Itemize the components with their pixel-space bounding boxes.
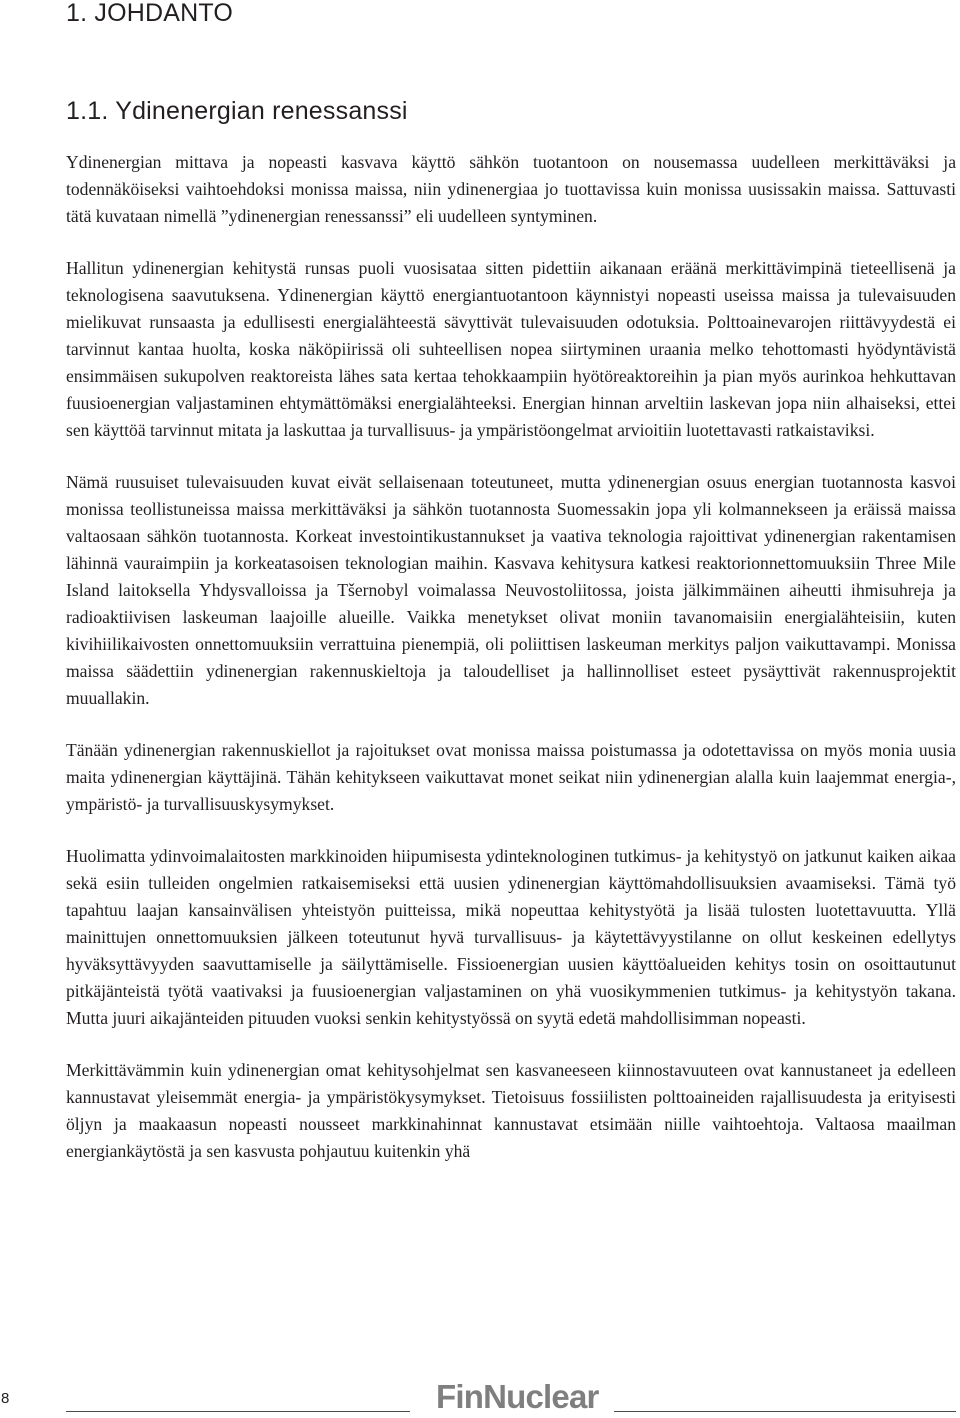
paragraph: Huolimatta ydinvoimalaitosten markkinoiden hiipumisesta ydinteknologinen tutkimus- ja kehitystyö on jatkunut kaiken aikaa sekä esiin tulleiden ongelmien ratkaisemiseksi että uusien ydinenergian käyttömahdollisuuksien avaamiseksi. Tämä työ tapahtuu laajan kansainvälisen yhteistyön puitteissa, mikä nopeuttaa kehitystyötä ja lisää tulosten luotettavuutta. Yllä mainittujen onnettomuuksien jälkeen toteutunut hyvä turvallisuus- ja käytettävyystilanne on ollut keskeinen edellytys hyväksyttävyyden saavuttamiselle ja säilyttämiselle. Fissioenergian uusien käyttöalueiden kehitys tosin on osoittautunut pitkäjänteistä työtä vaativaksi ja fuusioenergian valjastaminen on yhä vuosikymmenien tutkimus- ja kehitystyön takana. Mutta juuri aikajänteiden pituuden vuoksi senkin kehitystyössä on syytä edetä mahdollisimman nopeasti. <box>66 846 956 1028</box>
footer-divider-right <box>614 1411 956 1412</box>
footer-divider-left <box>66 1411 410 1412</box>
finnuclear-logo: FinNuclear <box>436 1378 599 1415</box>
paragraph: Merkittävämmin kuin ydinenergian omat kehitysohjelmat sen kasvaneeseen kiinnostavuuteen ovat kannustaneet ja edelleen kannustavat yleisemmät energia- ja ympäristökysymykset. Tietoisuus fossiilisten polttoaineiden rajallisuudesta ja erityisesti öljyn ja maakaasun nopeasti nousseet markkinahinnat kannustavat etsimään niille vaihtoehtoja. Valtaosa maailman energiankäytöstä ja sen kasvusta pohjautuu kuitenkin yhä <box>66 1060 956 1161</box>
body-text <box>66 149 956 1190</box>
section-title: 1.1. Ydinenergian renessanssi <box>66 97 408 125</box>
paragraph: Hallitun ydinenergian kehitystä runsas puoli vuosisataa sitten pidettiin aikanaan eräänä merkittävimpinä tieteellisenä ja teknologisena saavutuksena. Ydinenergian käyttö energiantuotantoon käynnistyi nopeasti useissa maissa ja tulevaisuuden mielikuvat runsaasta ja edullisesti energialähteestä sävyttivät tulevaisuuden odotuksia. Polttoainevarojen riittävyydestä ei tarvinnut kantaa huolta, koska näköpiirissä oli suhteellisen nopea siirtyminen uraania melko tehottomasti hyödyntävistä ensimmäisen sukupolven reaktoreista lähes sata kertaa tehokkaampiin hyötöreaktoreihin ja pian myös aurinkoa hehkuttavan fuusioenergian valjastaminen ehtymättömäksi energialähteeksi. Energian hinnan arveltiin laskevan jopa niin alhaiseksi, ettei sen käyttöä tarvinnut mitata ja laskuttaa ja turvallisuus- ja ympäristöongelmat arvioitiin luotettavasti ratkaistaviksi. <box>66 258 956 440</box>
chapter-title: 1. JOHDANTO <box>66 0 234 27</box>
paragraph: Tänään ydinenergian rakennuskiellot ja rajoitukset ovat monissa maissa poistumassa ja odotettavissa on myös monia uusia maita ydinenergian käyttäjinä. Tähän kehitykseen vaikuttavat monet seikat niin ydinenergian alalla kuin laajemmat energia-, ympäristö- ja turvallisuuskysymykset. <box>66 740 956 814</box>
page-number: 8 <box>1 1390 10 1407</box>
paragraph: Nämä ruusuiset tulevaisuuden kuvat eivät sellaisenaan toteutuneet, mutta ydinenergian osuus energian tuotannosta kasvoi monissa teollistuneissa maissa merkittäväksi ja sähkön tuotannosta Suomessakin jopa yli kolmannekseen ja eräissä maissa valtaosaan sähkön tuotannosta. Korkeat investointikustannukset ja vaativa teknologia rajoittivat ydinenergian rakentamisen lähinnä vauraimpiin ja korkeatasoisen teknologian maihin. Kasvava kehitysura katkesi reaktorionnettomuuksiin Three Mile Island laitoksella Yhdysvalloissa ja Tšernobyl voimalassa Neuvostoliitossa, joista jälkimmäinen aiheutti ihmisuhreja ja radioaktiivisen laskeuman laajoille alueille. Vaikka menetykset olivat moniin tavanomaisiin energialähteisiin, kuten kivihiilikaivosten onnettomuuksiin verrattuina pienempiä, oli poliittisen laskeuman merkitys paljon vaikuttavampi. Monissa maissa säädettiin ydinenergian rakennuskieltoja ja taloudelliset ja hallinnolliset esteet pysäyttivät rakennusprojektit muuallakin. <box>66 472 956 708</box>
paragraph: Ydinenergian mittava ja nopeasti kasvava käyttö sähkön tuotantoon on nousemassa uudelleen merkittäväksi ja todennäköiseksi vaihtoehdoksi monissa maissa, niin ydinenergiaa jo tuottavissa kuin monissa uusissakin maissa. Sattuvasti tätä kuvataan nimellä ”ydinenergian renessanssi” eli uudelleen syntyminen. <box>66 152 956 226</box>
